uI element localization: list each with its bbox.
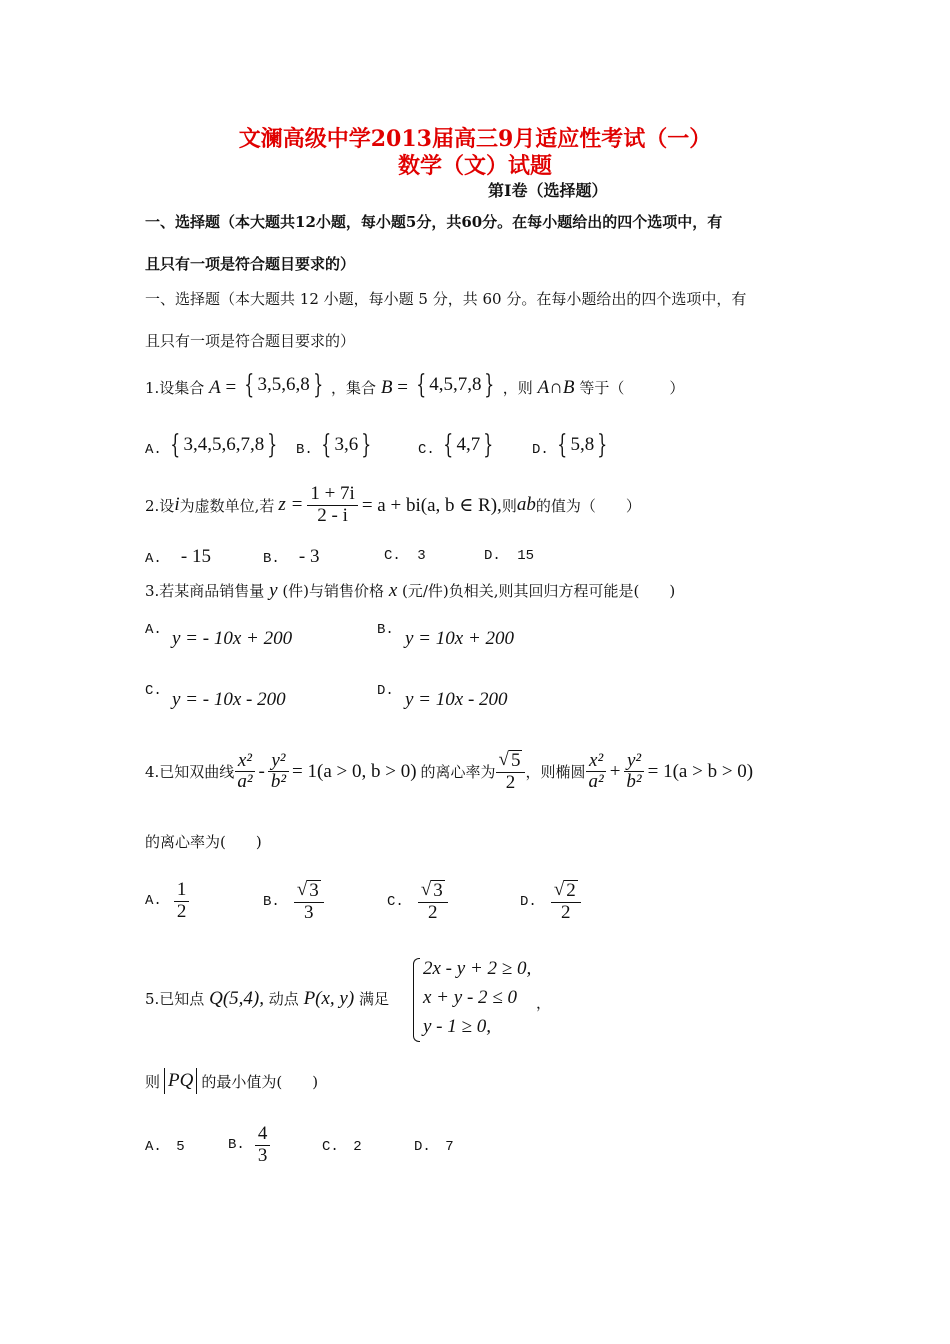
q1-prefix: 1.设集合 xyxy=(145,379,205,397)
section-bold-line2: 且只有一项是符合题目要求的） xyxy=(145,255,356,273)
exam-subtitle: 数学（文）试题 xyxy=(397,153,552,179)
q3-option-b: y = 10x + 200 xyxy=(405,628,515,649)
q5-pq-abs: PQ xyxy=(164,1068,197,1094)
q1-then: ，则 xyxy=(502,379,533,397)
q5-stem: 5.已知点 Q(5,4), 动点 P(x, y) 满足 xyxy=(145,988,389,1009)
q4-eccentricity: √ 5 2 xyxy=(496,750,526,794)
q1-set-b-name: B xyxy=(380,377,393,398)
q2-fraction: $\frac{1 + 7i}{2 - i}$ xyxy=(307,484,358,527)
section-bold-line1: 一、选择题（本大题共12小题，每小题5分，共60分。在每小题给出的四个选项中，有 xyxy=(145,213,723,231)
q4-option-a: A. $\frac{1}{2}$ xyxy=(145,880,189,923)
q4-line2: 的离心率为( ) xyxy=(145,833,262,851)
q1-set-a: { 3,5,6,8 } xyxy=(244,370,323,400)
q1-option-d: D. { 5,8 } xyxy=(532,430,608,460)
q5-option-d: D. 7 xyxy=(414,1139,454,1155)
q1-stem: 1.设集合 A = { 3,5,6,8 } ，集合 B = { 4,5,7,8 } ，则 A∩B 等于（ ） xyxy=(145,370,685,400)
q3-option-c-label: C. xyxy=(145,683,162,699)
q2-option-c: C. 3 xyxy=(384,548,426,564)
q5-left-brace xyxy=(413,958,420,1042)
q4-option-d: D. √ 2 2 xyxy=(520,880,581,924)
q5-option-b: B. $\frac{4}{3}$ xyxy=(228,1124,270,1167)
q1-option-c: C. { 4,7 } xyxy=(418,430,494,460)
q2-stem: 2.设 i 为虚数单位,若 z = $\frac{1 + 7i}{2 - i}$ = a + bi(a, b ∈ R), 则 ab 的值为（ ） xyxy=(145,483,641,526)
q5-line2: 则 PQ 的最小值为( ) xyxy=(145,1068,318,1094)
q1-option-a: A. { 3,4,5,6,7,8 } xyxy=(145,430,278,460)
q5-ineq-1: 2x - y + 2 ≥ 0, xyxy=(423,958,532,979)
q3-option-a-label: A. xyxy=(145,622,162,638)
q3-stem: 3.若某商品销售量 y (件)与销售价格 x (元/件)负相关,则其回归方程可能是( ) xyxy=(145,580,676,601)
q2-option-d: D. 15 xyxy=(484,548,535,564)
q3-option-d: y = 10x - 200 xyxy=(405,689,508,710)
exam-title: 文澜高级中学2013届高三9月适应性考试（一） xyxy=(238,126,712,152)
q4-frac-x: $\frac{\text{x²}}{\text{a²}}$ xyxy=(234,751,255,794)
section-plain-line1: 一、选择题（本大题共 12 小题，每小题 5 分，共 60 分。在每小题给出的四个选项中，有 xyxy=(145,290,747,308)
q4-frac-x-ellipse: $\frac{\text{x²}}{\text{a²}}$ xyxy=(586,751,607,794)
q5-ineq-3: y - 1 ≥ 0, xyxy=(423,1016,491,1037)
q4-frac-y-ellipse: $\frac{\text{y²}}{\text{b²}}$ xyxy=(623,751,644,794)
q4-stem: 4.已知双曲线 $\frac{\text{x²}}{\text{a²}}$ - $\frac{\text{y²}}{\text{b²}}$ = 1(a > 0, b > 0) 的离心率为 √ 5 2 ，则椭圆 $\frac{\text{x²}}{\text{a²}}$ + $\frac{\text{y²}}{\text{b²}}$ = 1(a > b > 0) xyxy=(145,749,754,793)
q4-option-c: C. √ 3 2 xyxy=(387,880,448,924)
q5-option-c: C. 2 xyxy=(322,1139,362,1155)
q2-option-a: A. - 15 xyxy=(145,546,211,567)
q3-option-c: y = - 10x - 200 xyxy=(172,689,286,710)
section-plain-line2: 且只有一项是符合题目要求的） xyxy=(145,332,356,350)
volume-label: 第Ⅰ卷（选择题） xyxy=(488,181,608,200)
q1-mid: ，集合 xyxy=(331,379,377,397)
q3-option-b-label: B. xyxy=(377,622,394,638)
q1-intersection: A∩B xyxy=(537,377,575,398)
q5-ineq-2: x + y - 2 ≤ 0 xyxy=(423,987,517,1008)
q1-set-b: { 4,5,7,8 } xyxy=(415,370,495,400)
q4-frac-y: $\frac{\text{y²}}{\text{b²}}$ xyxy=(268,751,289,794)
q1-option-b: B. { 3,6 } xyxy=(296,430,372,460)
q3-option-d-label: D. xyxy=(377,683,394,699)
q2-option-b: B. - 3 xyxy=(263,546,320,567)
q1-suffix: 等于（ ） xyxy=(579,379,685,397)
q4-option-b: B. √ 3 3 xyxy=(263,880,324,924)
q5-option-a: A. 5 xyxy=(145,1139,185,1155)
q5-comma: ， xyxy=(536,994,552,1012)
q1-set-a-name: A xyxy=(209,377,221,398)
q3-option-a: y = - 10x + 200 xyxy=(172,628,293,649)
